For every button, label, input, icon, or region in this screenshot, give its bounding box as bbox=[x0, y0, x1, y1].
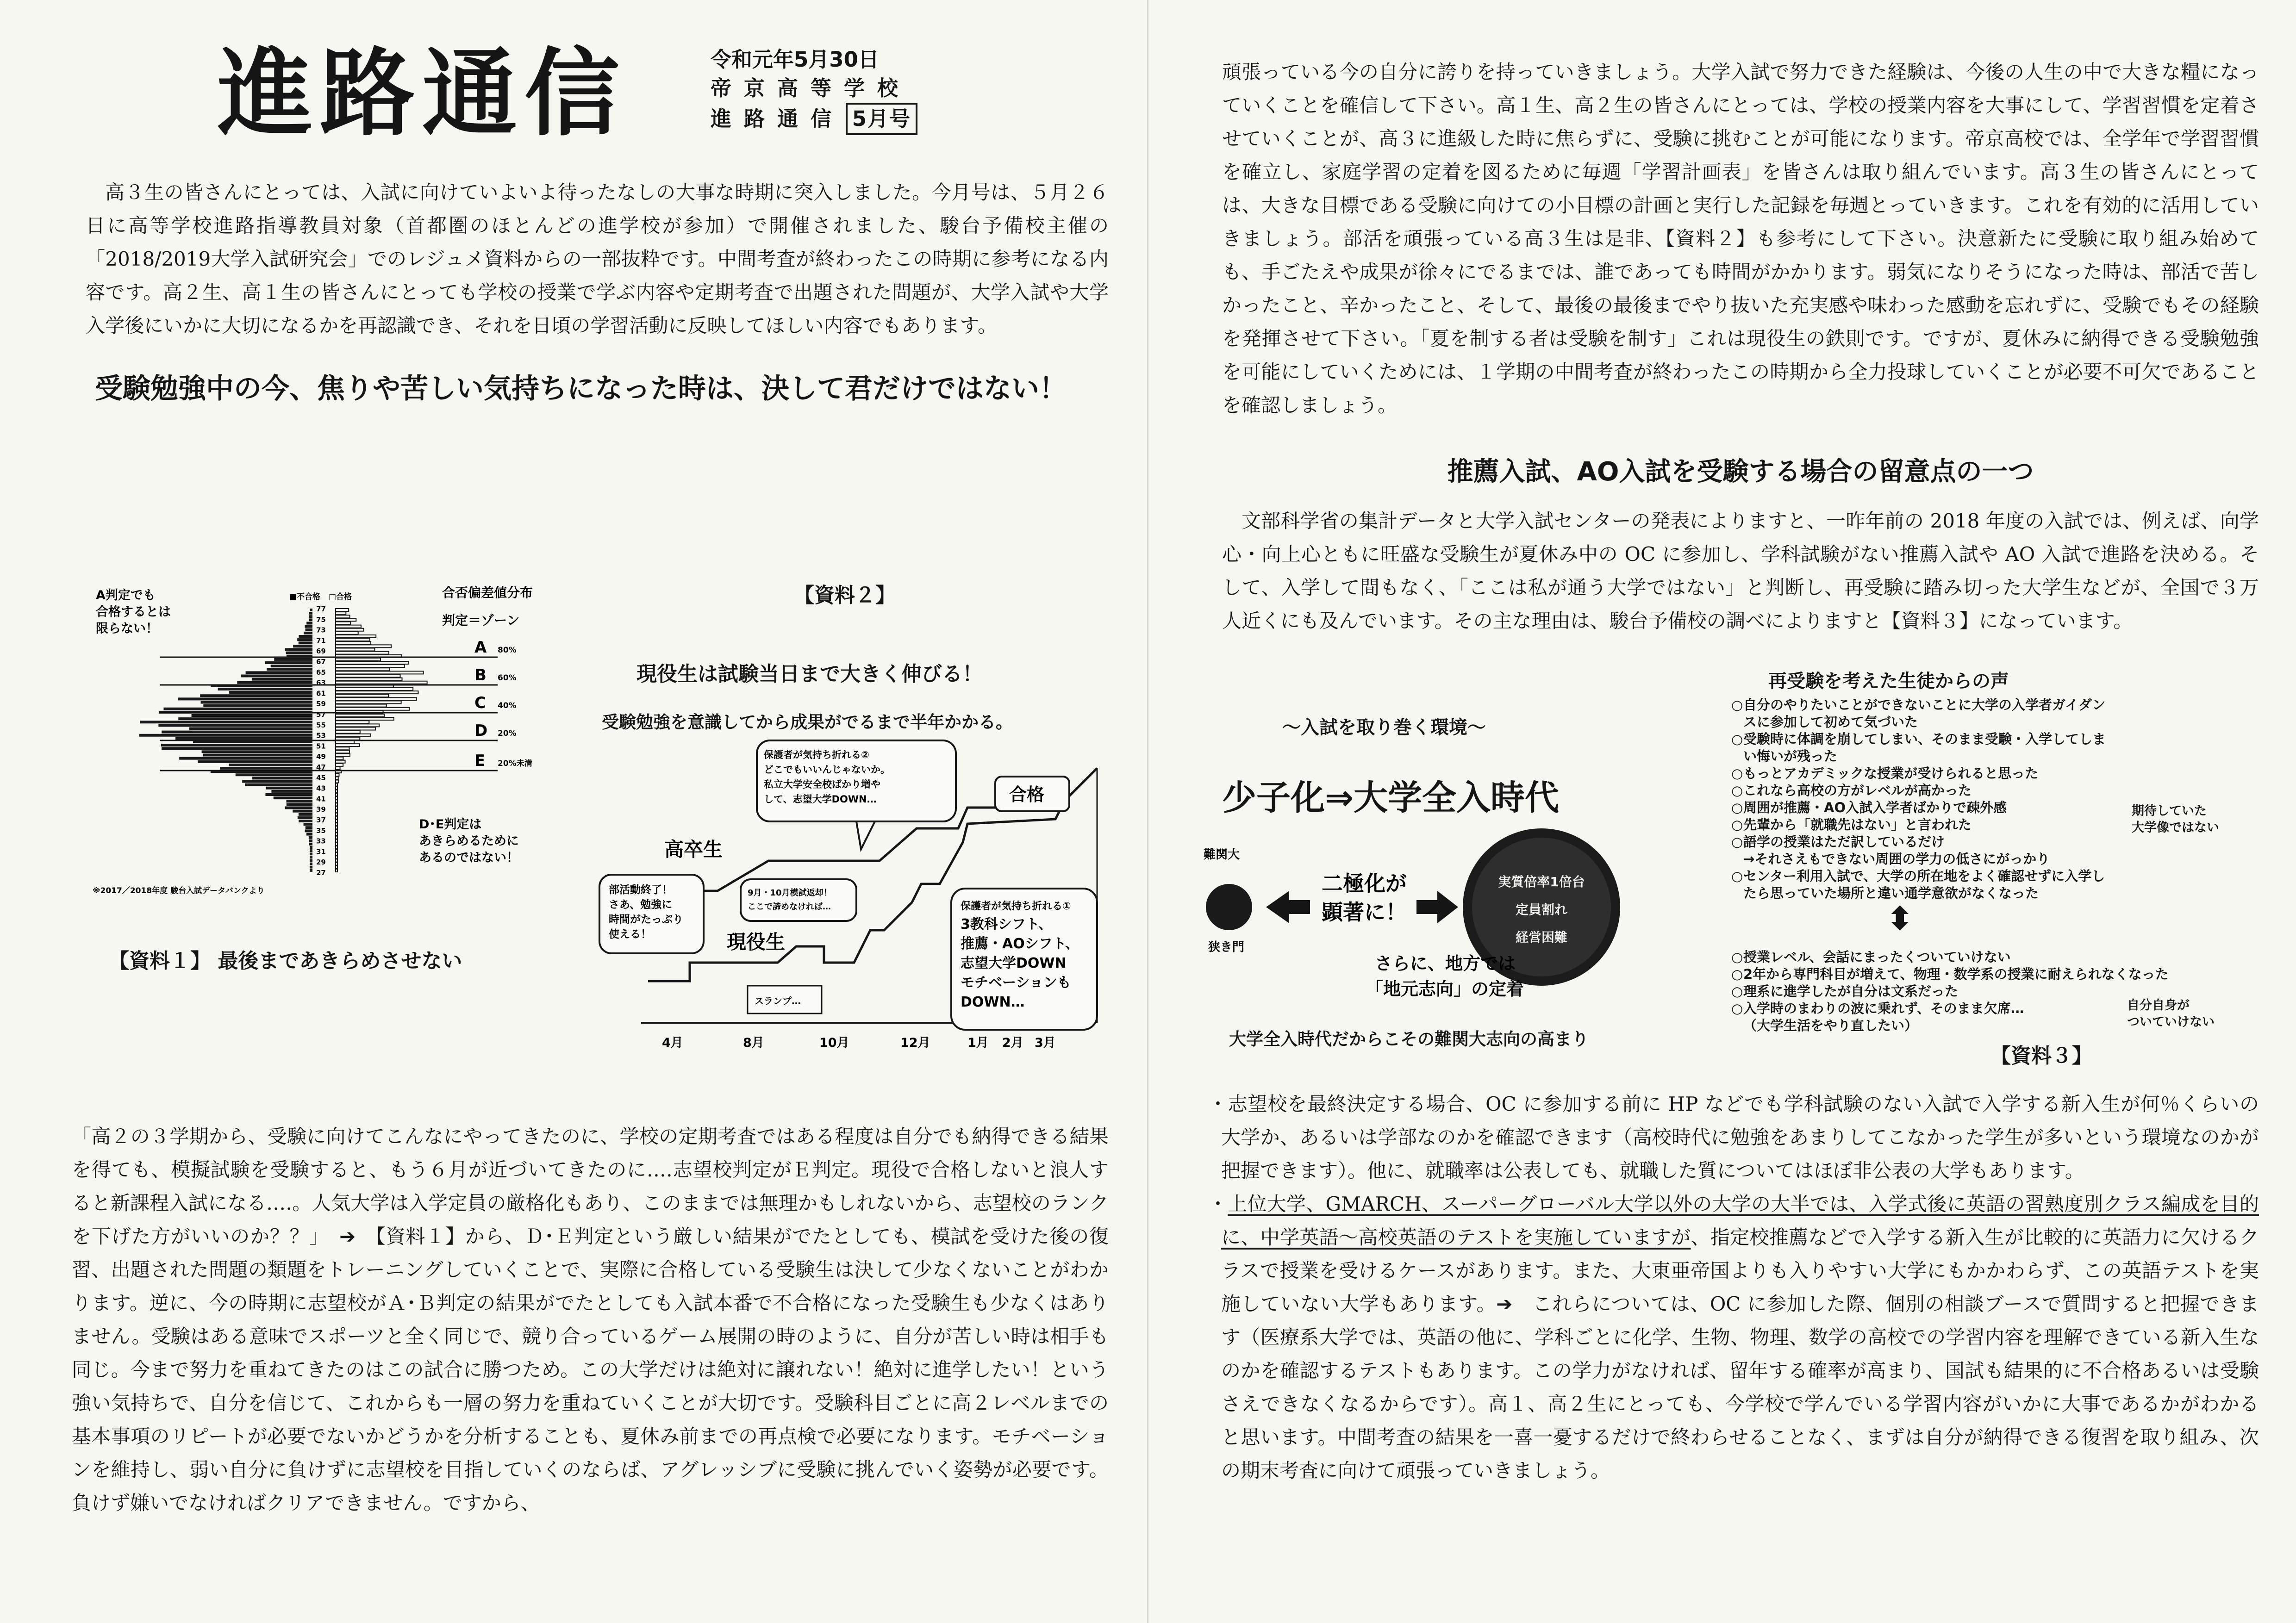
fail-bar bbox=[220, 767, 312, 770]
fail-bar bbox=[229, 764, 312, 766]
pass-bar bbox=[336, 678, 402, 681]
grade-percent: 20%未満 bbox=[498, 759, 532, 768]
pass-bar bbox=[336, 691, 418, 694]
bullet-dot-2: ・ bbox=[1208, 1193, 1228, 1215]
pass-bar bbox=[336, 784, 337, 786]
shiryo3-svg bbox=[1197, 828, 1669, 1041]
newsletter-name-line bbox=[711, 103, 917, 135]
fail-bar bbox=[306, 622, 312, 625]
text-line: 部活動終了！ bbox=[609, 884, 673, 896]
left-arrow-icon bbox=[1266, 891, 1310, 923]
pass-bar bbox=[336, 816, 337, 819]
pass-bar bbox=[336, 658, 381, 661]
pass-bar bbox=[336, 813, 337, 816]
pass-bar bbox=[336, 856, 337, 858]
fail-bar bbox=[178, 697, 312, 700]
fail-bar bbox=[310, 846, 312, 849]
fail-bar bbox=[241, 675, 312, 678]
pass-bar bbox=[336, 721, 369, 723]
fail-bar bbox=[229, 691, 312, 694]
fail-bar bbox=[218, 688, 312, 690]
text-line: 志望大学DOWN bbox=[961, 955, 1067, 971]
text-line: 推薦・AOシフト、 bbox=[961, 936, 1079, 952]
pass-bar bbox=[336, 787, 337, 790]
y-tick-label: 57 bbox=[316, 710, 326, 719]
text-line: ここで諦めなければ… bbox=[748, 902, 831, 912]
fail-bar bbox=[298, 816, 312, 819]
y-tick-label: 41 bbox=[316, 795, 326, 803]
y-tick-label: 75 bbox=[316, 615, 326, 624]
pass-bar bbox=[336, 688, 413, 690]
shiryo1-svg bbox=[90, 576, 590, 909]
section2-paragraph: 文部科学省の集計データと大学入試センターの発表によりますと、一昨年前の 2018 年度の入試では、例えば、向学心・向上心ともに旺盛な受験生が夏休み中の OC に参加し、学科試験がない推薦入試や AO 入試で進路を決める。そして、入学して間もなく、「ここは私が通う大学ではない」と判断し、再受験に踏み切った大学生などが、全国で３万人近くにも及んでいます。その主な理由は、駿台予備校の調べによりますと【資料３】になっています。 bbox=[1222, 510, 2259, 632]
text-line: して、志望大学DOWN… bbox=[764, 794, 877, 805]
pass-bar bbox=[336, 800, 337, 802]
grade-letter: C bbox=[474, 694, 486, 712]
note-a-judgement bbox=[96, 588, 171, 636]
text-line: 時間がたっぷり bbox=[609, 914, 683, 926]
grade-letter: D bbox=[474, 721, 488, 740]
grade-letter: B bbox=[474, 666, 487, 684]
label-chiho bbox=[1366, 953, 1524, 999]
pass-bar bbox=[336, 757, 343, 760]
fail-bar bbox=[309, 612, 312, 615]
pass-bar bbox=[336, 869, 337, 872]
legend-pass: □合格 bbox=[329, 592, 352, 602]
pass-bar bbox=[336, 675, 400, 678]
pass-bar bbox=[336, 747, 349, 750]
pass-bar bbox=[336, 728, 375, 730]
fail-bar bbox=[299, 813, 312, 816]
y-tick-label: 67 bbox=[316, 658, 326, 666]
fail-bar bbox=[309, 839, 312, 842]
kousotsu-label: 高卒生 bbox=[664, 838, 723, 861]
pass-bar bbox=[336, 681, 427, 684]
fail-bar bbox=[310, 856, 312, 858]
month-label: 3月 bbox=[1035, 1036, 1056, 1050]
legend-fail: ■不合格 bbox=[289, 592, 321, 602]
text-line: 「地元志向」の定着 bbox=[1366, 979, 1524, 999]
pass-bar bbox=[336, 645, 391, 647]
shiryo3-diagram bbox=[1197, 828, 1669, 1041]
pass-bar bbox=[336, 648, 374, 651]
pass-bar bbox=[336, 843, 337, 846]
para2-underlined-text: 上位大学、GMARCH、スーパーグローバル大学以外の大学の大半では、入学式後に英語の習熟度別クラス編成を目的に、中学英語～高校英語のテストを実施していますが bbox=[1221, 1193, 2259, 1249]
voice-item: ○ これなら高校の方がレベルが高かった bbox=[1731, 782, 2111, 799]
y-tick-label: 77 bbox=[316, 605, 326, 613]
month-label: 1月 bbox=[967, 1036, 989, 1050]
text-line: あきらめるために bbox=[419, 834, 519, 848]
y-tick-label: 69 bbox=[316, 647, 326, 656]
pass-bar bbox=[336, 836, 337, 839]
voice-item: ○ 理系に進学したが自分は文系だった bbox=[1731, 983, 2194, 1000]
circle-line-1: 実質倍率1倍台 bbox=[1498, 874, 1585, 889]
fail-bar bbox=[293, 645, 312, 647]
fail-bar bbox=[266, 787, 312, 790]
fail-bar bbox=[161, 744, 312, 746]
voice-item: ○ 周囲が推薦・AO入試入学者ばかりで疎外感 bbox=[1731, 799, 2111, 816]
headline-not-alone: 受験勉強中の今、焦りや苦しい気持ちになった時は、決して君だけではない！ bbox=[95, 373, 1067, 405]
pass-bar bbox=[336, 750, 349, 753]
pass-bar bbox=[336, 807, 337, 809]
right-bottom-text bbox=[1208, 1088, 2259, 1487]
pass-bar bbox=[336, 790, 337, 793]
fail-bar bbox=[252, 777, 312, 779]
fail-bar bbox=[139, 734, 312, 737]
pass-bar bbox=[336, 665, 405, 667]
fail-bar bbox=[286, 652, 312, 654]
y-tick-label: 71 bbox=[316, 636, 326, 645]
pass-bar bbox=[336, 810, 337, 813]
circle-line-2: 定員割れ bbox=[1515, 902, 1568, 917]
fail-bar bbox=[310, 869, 312, 872]
text-line: 9月・10月模試返却！ bbox=[748, 888, 832, 898]
headline-suisen-ao: 推薦入試、AO入試を受験する場合の留意点の一つ bbox=[1447, 457, 2034, 487]
shiryo2-subtitle: 受験勉強を意識してから成果がでるまで半年かかる。 bbox=[602, 712, 1013, 732]
shiryo3-caption: 【資料３】 bbox=[1990, 1044, 2092, 1068]
pass-bar bbox=[336, 846, 337, 849]
grade-percent: 60% bbox=[498, 673, 517, 683]
bottom-caption-nankanshiko: 大学全入時代だからこその難関大志向の高まり bbox=[1229, 1029, 1589, 1049]
right-arrow-icon bbox=[1416, 891, 1458, 923]
fail-bar bbox=[309, 615, 312, 618]
data-source-note: ※2017／2018年度 駿台入試データバンクより bbox=[93, 886, 265, 895]
fail-bar bbox=[237, 681, 312, 684]
slump-label: スランプ… bbox=[755, 995, 801, 1007]
fail-bar bbox=[306, 826, 312, 829]
chart-title-distribution: 合否偏差値分布 bbox=[442, 585, 533, 600]
pass-bar bbox=[336, 632, 358, 634]
y-tick-label: 47 bbox=[316, 763, 326, 771]
voices-title: 再受験を考えた生徒からの声 bbox=[1768, 671, 2009, 692]
pass-bar bbox=[336, 754, 350, 757]
fail-bar bbox=[265, 793, 312, 796]
fail-bar bbox=[305, 625, 312, 628]
shiryo2-title: 現役生は試験当日まで大きく伸びる！ bbox=[636, 662, 983, 686]
label-nankan: 難関大 bbox=[1204, 848, 1240, 862]
y-tick-label: 73 bbox=[316, 626, 326, 634]
pass-bar bbox=[336, 820, 337, 822]
voice-item: ○ 自分のやりたいことができないことに大学の入学者ガイダンスに参加して初めて気づいた bbox=[1731, 696, 2111, 731]
fail-bar bbox=[245, 784, 312, 786]
month-axis-labels bbox=[662, 1036, 1056, 1050]
fail-bar bbox=[286, 800, 312, 802]
voice-item: ○ 受験時に体調を崩してしまい、そのまま受験・入学してしまい悔いが残った bbox=[1731, 731, 2111, 765]
shiryo1-caption: 【資料１】 最後まであきらめさせない bbox=[109, 949, 462, 973]
pass-bar bbox=[336, 609, 349, 611]
text-line: 合格するとは bbox=[96, 605, 171, 619]
circle-line-3: 経営困難 bbox=[1515, 930, 1568, 945]
shiryo2-svg bbox=[597, 736, 1125, 1060]
voices-group-self bbox=[1731, 949, 2194, 1034]
fail-bar bbox=[178, 717, 312, 720]
issue-date: 令和元年5月30日 bbox=[711, 47, 879, 72]
text-line: モチベーションも bbox=[961, 975, 1071, 991]
goukaku-label: 合格 bbox=[1009, 784, 1045, 805]
pass-bar bbox=[336, 826, 337, 829]
voice-item: ○ 入学時のまわりの波に乗れず、そのまま欠席… （大学生活をやり直したい） bbox=[1731, 1000, 2194, 1034]
pass-bar bbox=[336, 694, 388, 697]
fail-bar bbox=[246, 671, 312, 674]
y-tick-label: 53 bbox=[316, 731, 326, 740]
pass-bar bbox=[336, 773, 339, 776]
pass-bar bbox=[336, 717, 394, 720]
publication-info bbox=[711, 45, 917, 135]
judgement-label: 判定＝ゾーン bbox=[442, 613, 520, 628]
newsletter-name: 進路通信 bbox=[711, 106, 844, 131]
text-line: 限らない！ bbox=[96, 622, 158, 636]
fail-bar bbox=[202, 750, 312, 753]
fail-bar bbox=[287, 803, 312, 806]
pass-bar bbox=[336, 744, 360, 746]
fail-bar bbox=[306, 833, 312, 836]
right-top-paragraph: 頑張っている今の自分に誇りを持っていきましょう。大学入試で努力できた経験は、今後の人生の中で大きな糧になっていくことを確信して下さい。高１生、高２生の皆さんにとっては、学校の授業内容を大事にして、学習習慣を定着させていくことが、高３に進級した時に焦らずに、受験に挑むことが可能になります。帝京高校では、全学年で学習習慣を確立し、家庭学習の定着を図るために毎週「学習計画表」を皆さんは取り組んでいます。高３生の皆さんにとっては、大きな目標である受験に向けての小目標の計画と実行した記録を毎週とっていきます。これを有効的に活用していきましょう。部活を頑張っている高３生は是非、【資料２】も参考にして下さい。決意新たに受験に取り組み始めても、手ごたえや成果が徐々にでるまでは、誰であっても時間がかかります。弱気になりそうになった時は、部活で苦しかったこと、辛かったこと、そして、最後の最後までやり抜いた充実感や味わった感動を忘れずに、受験でもその経験を発揮させて下さい。「夏を制する者は受験を制す」これは現役生の鉄則です。ですが、夏休みに納得できる受験勉強を可能にしていくためには、１学期の中間考査が終わったこの時期から全力投球していくことが必要不可欠であることを確認しましょう。 bbox=[1222, 61, 2259, 417]
pass-bar bbox=[336, 714, 384, 717]
fail-bar bbox=[265, 661, 312, 664]
updown-arrow-icon: ⬍ bbox=[1886, 900, 1914, 938]
y-tick-label: 39 bbox=[316, 805, 326, 814]
grade-percent: 80% bbox=[498, 646, 517, 655]
fail-bar bbox=[189, 728, 312, 730]
pass-bar bbox=[336, 731, 360, 734]
month-label: 8月 bbox=[743, 1036, 764, 1050]
fail-bar bbox=[309, 618, 312, 621]
month-label: 2月 bbox=[1002, 1036, 1023, 1050]
text-line: 使える！ bbox=[609, 928, 651, 940]
fail-bar bbox=[201, 701, 312, 704]
fail-bar bbox=[163, 708, 312, 710]
y-tick-label: 37 bbox=[316, 816, 326, 824]
newsletter-title: 進路通信 bbox=[218, 38, 627, 149]
fail-bar bbox=[304, 632, 312, 634]
bubble-moshi-box bbox=[741, 879, 856, 921]
pass-bar bbox=[336, 668, 390, 671]
month-label: 4月 bbox=[662, 1036, 683, 1050]
pass-bar bbox=[336, 767, 340, 770]
intro-paragraph: 高３生の皆さんにとっては、入試に向けていよいよ待ったなしの大事な時期に突入しました。今月号は、５月２６日に高等学校進路指導教員対象（首都圏のほとんどの進学校が参加）で開催されました、駿台予備校主催の「2018/2019大学入試研究会」でのレジュメ資料からの一部抜粋です。中間考査が終わったこの時期に参考になる内容です。高２生、高１生の皆さんにとっても学校の授業で学ぶ内容や定期考査で出題された問題が、大学入試や大学入学後にいかに大切になるかを再認識でき、それを日頃の学習活動に反映してほしい内容でもあります。 bbox=[86, 181, 1109, 337]
fail-bar bbox=[310, 852, 312, 855]
text-line: さあ、勉強に bbox=[609, 899, 673, 911]
pass-bar bbox=[336, 661, 409, 664]
pass-bar bbox=[336, 777, 338, 779]
y-tick-label: 35 bbox=[316, 826, 326, 835]
pass-bar bbox=[336, 671, 424, 674]
pass-bar bbox=[336, 780, 338, 783]
fail-bar bbox=[297, 638, 312, 641]
bubble-guardian2-tail bbox=[856, 821, 875, 849]
text-line: どこでもいいんじゃないか。 bbox=[764, 764, 890, 775]
pass-bar bbox=[336, 764, 343, 766]
y-tick-label: 27 bbox=[316, 869, 326, 877]
y-tick-label: 29 bbox=[316, 858, 326, 867]
pass-bar bbox=[336, 849, 337, 852]
text-line: さらに、地方では bbox=[1375, 953, 1516, 974]
pass-bar bbox=[336, 760, 345, 763]
bullet-english-test bbox=[1208, 1188, 2259, 1487]
pass-bar bbox=[336, 724, 379, 727]
pass-bar bbox=[336, 796, 337, 799]
fail-bar bbox=[242, 780, 312, 783]
left-bottom-paragraph: 「高２の３学期から、受験に向けてこんなにやってきたのに、学校の定期考査ではある程度は自分でも納得できる結果を得ても、模擬試験を受験すると、もう６月が近づいてきたのに‥‥志望校判定がＥ判定。現役で合格しないと浪人すると新課程入試になる‥‥。人気大学は入学定員の厳格化もあり、このままでは無理かもしれないから、志望校のランクを下げた方がいいのか？？」 ➔ 【資料１】から、Ｄ･Ｅ判定という厳しい結果がでたとしても、模試を受けた後の復習、出題された問題の類題をトレーニングしていくことで、実際に合格している受験生は決して少なくないことがわかります。逆に、今の時期に志望校がＡ･Ｂ判定の結果がでたとしても入試本番で不合格になった受験生も少なくはありません。受験はある意味でスポーツと全く同じで、競り合っているゲーム展開の時のように、自分が苦しい時は相手も同じ。今まで努力を重ねてきたのはこの試合に勝つため。この大学だけは絶対に譲れない！絶対に進学したい！という強い気持ちで、自分を信じて、これからも一層の努力を重ねていくことが大切です。受験科目ごとに高２レベルまでの基本事項のリピートが必要でないかどうかを分析することも、夏休み前までの再点検で必要になります。モチベーションを維持し、弱い自分に負けずに志望校を目指していくのならば、アグレッシブに受験に挑んでいく姿勢が必要です。負けず嫌いでなければクリアできません。ですから、 bbox=[72, 1125, 1109, 1514]
voice-item: ○ 2年から専門科目が増えて、物理・数学系の授業に耐えられなくなった bbox=[1731, 966, 2194, 983]
pass-bar bbox=[336, 866, 337, 869]
fail-bar bbox=[252, 678, 312, 681]
pass-bar bbox=[336, 823, 337, 826]
fail-bar bbox=[203, 704, 312, 707]
text-line: 二極化が bbox=[1322, 871, 1407, 896]
fail-bar bbox=[271, 790, 312, 793]
pass-bar bbox=[336, 701, 401, 704]
fail-bar bbox=[271, 665, 312, 667]
pass-bar bbox=[336, 622, 350, 625]
pass-bar bbox=[336, 638, 370, 641]
fail-bar bbox=[305, 829, 312, 832]
bullet-dot-1: ・ bbox=[1208, 1093, 1228, 1115]
para2-rest-text: 、指定校推薦などで入学する新入生が比較的に英語力に欠けるクラスで授業を受けるケースがあります。また、大東亜帝国よりも入りやすい大学にもかかわらず、この英語テストを実施していない大学もあります。➔ これらについては、OC に参加した際、個別の相談ブースで質問すると把握できます（医療系大学では、英語の他に、学科ごとに化学、生物、物理、数学の高校での学習内容を理解できている新入生なのかを確認するテストもあります。この学力がなければ、留年する確率が高まり、国試も結果的に不合格あるいは受験さえできなくなるからです）。高１、高２生にとっても、今学校で学んでいる学習内容がいかに大事であるかがわかると思います。中間考査の結果を一喜一憂するだけで終わらせることなく、まずは自分が納得できる復習を取り組み、次の期末考査に向けて頑張っていきましょう。 bbox=[1221, 1226, 2259, 1482]
pass-bar bbox=[336, 697, 417, 700]
y-tick-label: 51 bbox=[316, 742, 326, 751]
fail-bar bbox=[236, 773, 312, 776]
y-tick-label: 49 bbox=[316, 752, 326, 761]
month-label: 10月 bbox=[819, 1036, 849, 1050]
school-name: 帝京高等学校 bbox=[711, 76, 911, 100]
fail-bar bbox=[140, 721, 312, 723]
env-title: ～入試を取り巻く環境～ bbox=[1282, 717, 1486, 738]
issue-month-badge: 5月号 bbox=[846, 103, 917, 135]
pass-bar bbox=[336, 704, 387, 707]
fail-bar bbox=[192, 714, 312, 717]
fail-bar bbox=[310, 859, 312, 862]
voice-item: ○ 授業レベル、会話にまったくついていけない bbox=[1731, 949, 2194, 966]
voice-item: ○ センター利用入試で、大学の所在地をよく確認せずに入学したら思っていた場所と違い通学意欲がなくなった bbox=[1731, 868, 2111, 902]
fail-bar bbox=[310, 863, 312, 865]
pass-bar bbox=[336, 737, 360, 740]
pass-bar bbox=[336, 628, 364, 631]
label-nikyoku bbox=[1322, 871, 1407, 925]
grade-letter: E bbox=[474, 752, 486, 770]
page-fold bbox=[1147, 0, 1148, 1623]
y-tick-label: 63 bbox=[316, 678, 326, 687]
pass-bar bbox=[336, 859, 337, 862]
fail-bar bbox=[299, 641, 312, 644]
fail-bar bbox=[310, 866, 312, 869]
genneki-label: 現役生 bbox=[727, 931, 786, 953]
text-line: 保護者が気持ち折れる② bbox=[764, 749, 869, 760]
pass-bar bbox=[336, 863, 337, 865]
para1-text: 志望校を最終決定する場合、OC に参加する前に HP などでも学科試験のない入試で入学する新入生が何％くらいの大学か、あるいは学部なのかを確認できます（高校時代に勉強をあまりしてこなかった学生が多いという環境なのかが把握できます）。他に、就職率は公表しても、就職した質についてはほぼ非公表の大学もあります。 bbox=[1221, 1093, 2259, 1182]
y-tick-label: 55 bbox=[316, 721, 326, 729]
fail-bar bbox=[203, 754, 312, 757]
fail-bar bbox=[310, 849, 312, 852]
y-tick-label: 43 bbox=[316, 784, 326, 793]
note-self: 自分自身が ついていけない bbox=[2127, 998, 2215, 1029]
text-line: DOWN… bbox=[961, 994, 1025, 1010]
shiryo2-growth-chart bbox=[597, 736, 1125, 1060]
pass-bar bbox=[336, 803, 337, 806]
note-de-judgement bbox=[419, 817, 519, 865]
y-tick-label: 45 bbox=[316, 773, 326, 782]
pass-bar bbox=[336, 615, 350, 618]
fail-bar bbox=[310, 609, 312, 611]
fail-bar bbox=[175, 737, 312, 740]
grade-percent: 20% bbox=[498, 729, 517, 738]
fail-bar bbox=[274, 796, 312, 799]
pass-bar bbox=[336, 734, 370, 737]
text-line: 私立大学安全校ばかり増や bbox=[764, 779, 880, 790]
bullet-oc-check bbox=[1208, 1088, 2259, 1188]
fail-bar bbox=[274, 658, 312, 661]
fail-bar bbox=[309, 843, 312, 846]
fail-bar bbox=[306, 628, 312, 631]
fail-bar bbox=[309, 836, 312, 839]
y-tick-label: 65 bbox=[316, 668, 326, 677]
fail-bar bbox=[299, 820, 312, 822]
y-tick-label: 61 bbox=[316, 689, 326, 698]
y-tick-label: 31 bbox=[316, 847, 326, 856]
pass-bar bbox=[336, 635, 376, 638]
shiryo2-label: 【資料２】 bbox=[794, 584, 896, 607]
fail-bar bbox=[285, 648, 312, 651]
fail-bar bbox=[299, 635, 312, 638]
text-line: D･E判定は bbox=[419, 817, 482, 832]
fail-bar bbox=[304, 823, 312, 826]
text-line: 保護者が気持ち折れる① bbox=[961, 901, 1071, 912]
text-line: 顕著に！ bbox=[1322, 900, 1407, 925]
pass-bar bbox=[336, 618, 356, 621]
voice-item: ○ 語学の授業はただ訳しているだけ →それさえもできない周囲の学力の低さにがっかり bbox=[1731, 833, 2111, 868]
pass-bar bbox=[336, 641, 371, 644]
note-expected: 期待していた 大学像ではない bbox=[2132, 804, 2219, 835]
fail-bar bbox=[293, 810, 312, 813]
fail-bar bbox=[198, 760, 312, 763]
grade-percent: 40% bbox=[498, 701, 517, 710]
fail-bar bbox=[179, 757, 312, 760]
text-line: 3教科シフト、 bbox=[961, 916, 1053, 933]
fail-bar bbox=[162, 731, 312, 734]
fail-bar bbox=[285, 807, 312, 809]
pass-bar bbox=[336, 839, 337, 842]
fail-bar bbox=[158, 724, 312, 727]
voice-item: ○ 先輩から「就職先はない」と言われた bbox=[1731, 816, 2111, 833]
grade-letter: A bbox=[474, 638, 487, 657]
month-label: 12月 bbox=[900, 1036, 930, 1050]
nankan-circle bbox=[1206, 884, 1252, 930]
y-tick-label: 33 bbox=[316, 837, 326, 846]
pass-bar bbox=[336, 652, 389, 654]
y-tick-label: 59 bbox=[316, 700, 326, 709]
pass-bar bbox=[336, 708, 409, 710]
label-semaki: 狭き門 bbox=[1208, 940, 1245, 954]
text-line: A判定でも bbox=[96, 588, 156, 603]
pass-bar bbox=[336, 829, 337, 832]
pass-bar bbox=[336, 833, 337, 836]
fail-bar bbox=[267, 668, 312, 671]
text-line: あるのではない！ bbox=[419, 851, 519, 865]
shiryo1-distribution-chart bbox=[90, 576, 590, 909]
voices-group-expectation bbox=[1731, 696, 2111, 902]
big-title-zennyu: 少子化⇒大学全入時代 bbox=[1222, 778, 1560, 818]
pass-bar bbox=[336, 852, 337, 855]
pass-bar bbox=[336, 793, 337, 796]
fail-bar bbox=[162, 747, 312, 750]
fail-bar bbox=[200, 694, 312, 697]
pass-bar bbox=[336, 625, 361, 628]
pass-bar bbox=[336, 612, 346, 615]
voice-item: ○ もっとアカデミックな授業が受けられると思った bbox=[1731, 765, 2111, 782]
